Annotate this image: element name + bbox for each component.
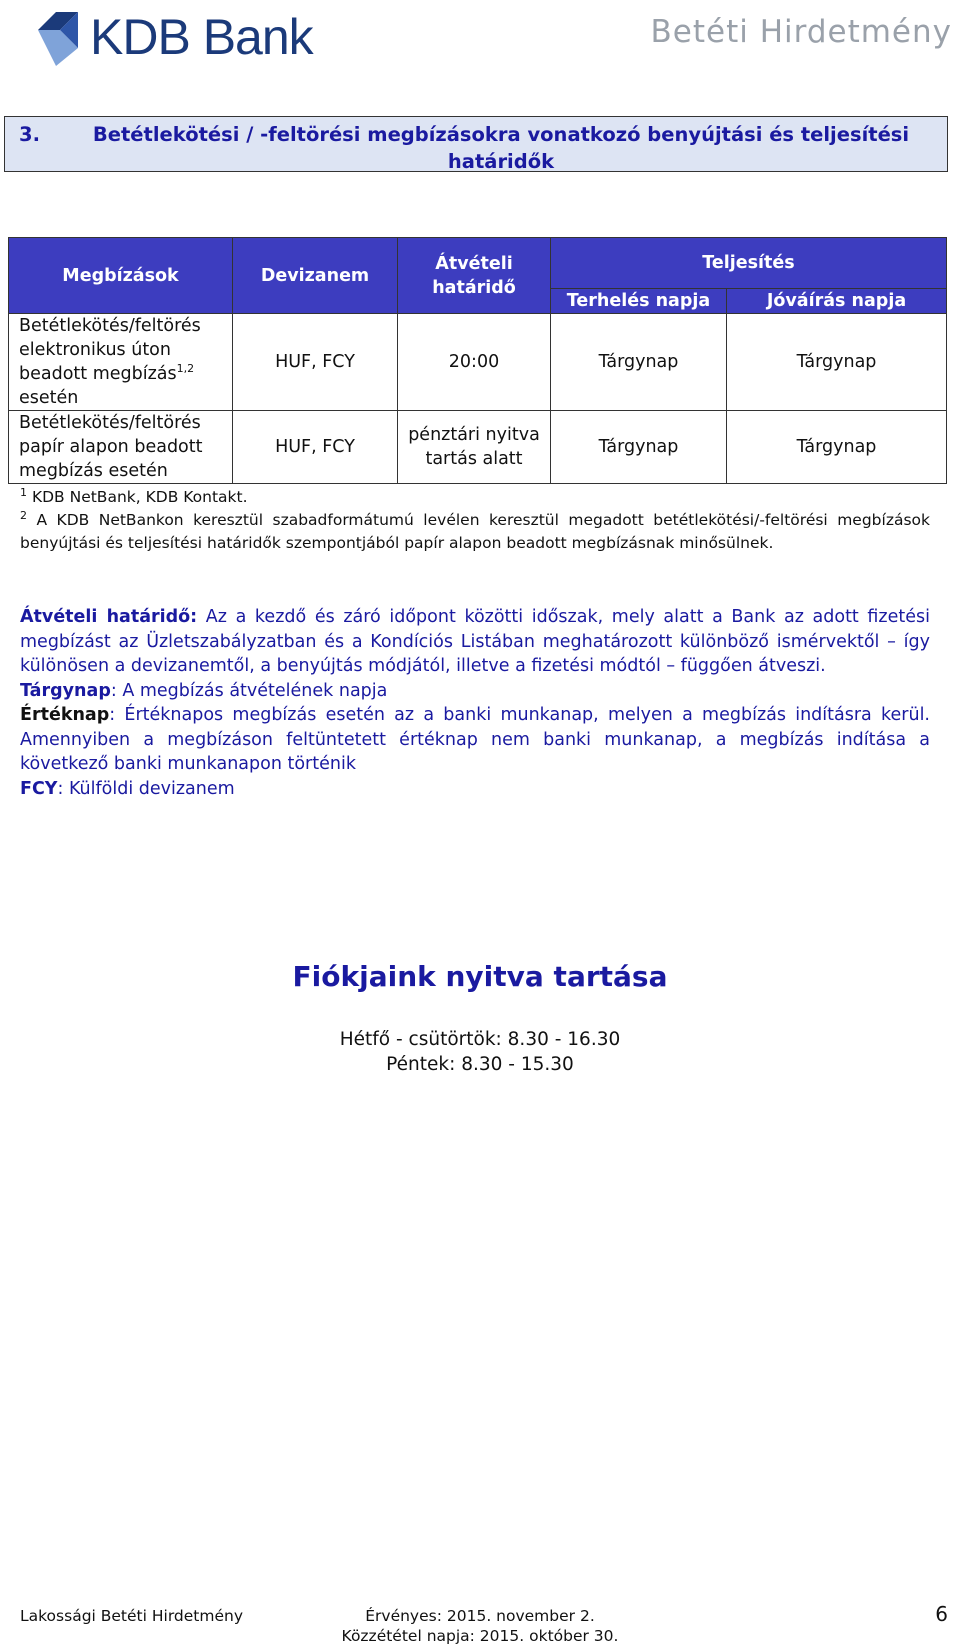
definition-business-day: Tárgynap: A megbízás átvételének napja [20,680,388,701]
row-currency: HUF, FCY [233,314,398,411]
definition-fcy: FCY: Külföldi devizanem [20,778,235,799]
definition-value-date: Értéknap: Értéknapos megbízás esetén az a banki munkanap, melyen a megbízás indításra kerül. Amennyiben a megbízáson feltüntetett értéknap nem banki munkanap, a megbízás indítása a következő banki munkanapon történik [20,705,930,774]
footnote-2: $^2$ A KDB NetBankon keresztül szabadformátumú levélen keresztül megadott betétlekötési/-feltörési megbízások benyújtási és teljesítési határidők szempontjából papír alapon beadott megbízásnak minősülnek. [20,508,930,552]
definition-deadline: Átvételi határidő: Az a kezdő és záró időpont közötti időszak, mely alatt a Bank az adott fizetési megbízást az Üzletszabályzatban és a Kondíciós Listában meghatározott különböző ismérvektől – így különösen a devizanemtől, a benyújtás módjától, illetve a fizetési módtól – függően átveszi. [20,607,930,676]
row-credit: Tárgynap [727,314,947,411]
footer-title: Lakossági Betéti Hirdetmény [20,1607,244,1625]
header-credit-day: Jóváírás napja [727,289,947,314]
section-number: 3. [19,123,40,146]
footer-published: Közzététel napja: 2015. október 30. [341,1627,619,1645]
row-label: Betétlekötés/feltörés papír alapon beadott megbízás esetén [9,411,233,484]
row-credit: Tárgynap [727,411,947,484]
hours-friday: Péntek: 8.30 - 15.30 [386,1053,574,1075]
section-title [4,116,948,172]
header-deadline: Átvételi határidő [398,238,551,314]
deadlines-table [8,237,947,484]
row-label: Betétlekötés/feltörés elektronikus úton beadott megbízás$^{1,2}$ esetén [9,314,233,411]
branch-hours-title: Fiókjaink nyitva tartása [292,960,668,993]
row-deadline: pénztári nyitva tartás alatt [398,411,551,484]
section-title-text: Betétlekötési / -feltörési megbízásokra vonatkozó benyújtási és teljesítési határidők [92,123,910,173]
header-orders: Megbízások [9,238,233,314]
row-debit: Tárgynap [551,314,727,411]
logo-text: KDB Bank [90,9,313,65]
hours-weekdays: Hétfő - csütörtök: 8.30 - 16.30 [339,1029,621,1050]
header-currency: Devizanem [233,238,398,314]
header-debit-day: Terhelés napja [551,289,727,314]
row-debit: Tárgynap [551,411,727,484]
definitions [20,605,930,801]
table-row [9,411,947,484]
row-currency: HUF, FCY [233,411,398,484]
page-number: 6 [935,1602,948,1626]
branch-hours [0,1028,960,1077]
header-execution: Teljesítés [551,238,947,289]
footnote-1: $^1$ KDB NetBank, KDB Kontakt. [20,485,248,506]
table-row [9,314,947,411]
kdb-logo-icon [34,8,82,66]
row-deadline: 20:00 [398,314,551,411]
footer-valid: Érvényes: 2015. november 2. [365,1607,595,1625]
document-type: Betéti Hirdetmény [650,14,952,50]
footer-dates [340,1606,620,1646]
kdb-logo [34,8,313,66]
page-header [0,0,960,80]
footnotes [20,486,930,555]
